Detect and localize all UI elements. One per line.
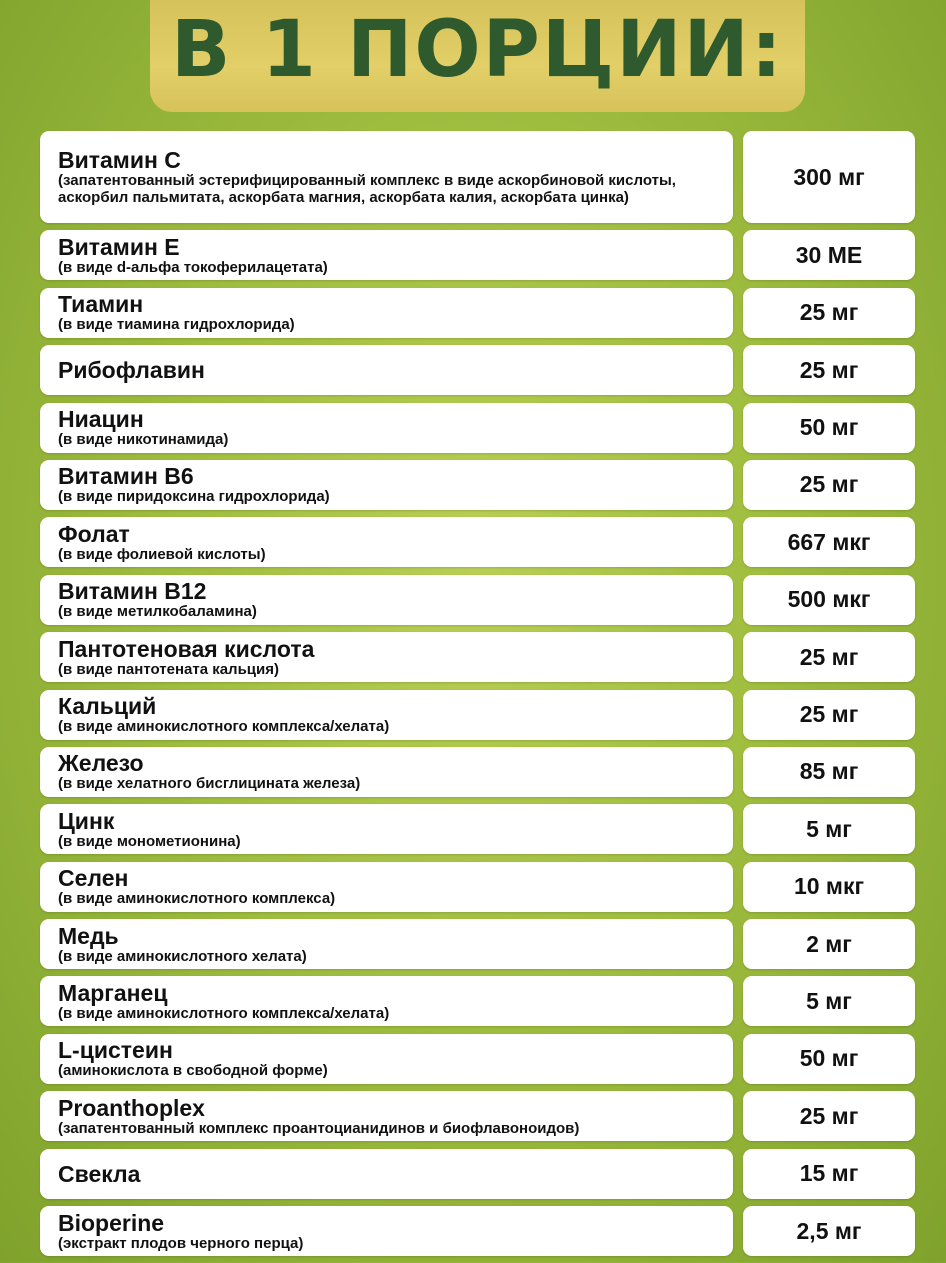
table-row (40, 1149, 915, 1199)
nutrient-name-cell (40, 517, 733, 567)
nutrient-amount: 25 мг (743, 288, 915, 338)
nutrient-name-cell (40, 976, 733, 1026)
nutrient-name-cell (40, 862, 733, 912)
nutrient-description: (запатентованный комплекс проантоцианидинов и биофлавоноидов) (58, 1119, 580, 1137)
nutrient-name-cell (40, 690, 733, 740)
header-banner (150, 0, 805, 112)
nutrient-description: (в виде тиамина гидрохлорида) (58, 316, 295, 334)
nutrient-name: Фолат (58, 520, 130, 547)
nutrient-name-cell (40, 632, 733, 682)
nutrient-amount: 2 мг (743, 919, 915, 969)
nutrient-name-cell (40, 1091, 733, 1141)
nutrient-amount: 30 МЕ (743, 230, 915, 280)
nutrient-description: (в виде монометионина) (58, 832, 241, 850)
nutrient-amount: 15 мг (743, 1149, 915, 1199)
nutrient-name-cell (40, 131, 733, 223)
nutrient-amount: 50 мг (743, 1034, 915, 1084)
nutrient-name: Марганец (58, 979, 168, 1006)
nutrient-name: Витамин В6 (58, 463, 194, 490)
nutrient-description: (в виде пиридоксина гидрохлорида) (58, 488, 330, 506)
nutrient-name-cell (40, 804, 733, 854)
nutrient-name: Медь (58, 922, 119, 949)
nutrient-name: Железо (58, 750, 144, 777)
nutrient-name-cell (40, 288, 733, 338)
table-row (40, 1206, 915, 1256)
nutrient-amount: 500 мкг (743, 575, 915, 625)
nutrient-description: (в виде аминокислотного комплекса/хелата) (58, 718, 390, 736)
table-row (40, 230, 915, 280)
nutrient-name-cell (40, 1149, 733, 1199)
nutrient-amount: 25 мг (743, 632, 915, 682)
table-row (40, 976, 915, 1026)
nutrient-name: Витамин В12 (58, 578, 207, 605)
nutrient-description: (экстракт плодов черного перца) (58, 1234, 304, 1252)
nutrient-description: (аминокислота в свободной форме) (58, 1062, 328, 1080)
nutrient-name: Proanthoplex (58, 1094, 205, 1121)
nutrient-name: Витамин С (58, 147, 181, 173)
nutrient-name-cell (40, 230, 733, 280)
nutrient-description: (в виде пантотената кальция) (58, 660, 279, 678)
nutrient-description: (в виде d-альфа токоферилацетата) (58, 258, 328, 276)
nutrient-name: Пантотеновая кислота (58, 635, 315, 662)
nutrient-name: Свекла (58, 1160, 141, 1187)
nutrient-amount: 2,5 мг (743, 1206, 915, 1256)
nutrient-description: (в виде аминокислотного хелата) (58, 947, 307, 965)
nutrient-name: L-цистеин (58, 1037, 173, 1064)
nutrient-amount: 667 мкг (743, 517, 915, 567)
nutrient-name: Ниацин (58, 406, 144, 433)
table-row (40, 632, 915, 682)
nutrient-description: (в виде фолиевой кислоты) (58, 545, 266, 563)
nutrient-amount: 25 мг (743, 345, 915, 395)
nutrient-amount: 5 мг (743, 976, 915, 1026)
table-row (40, 288, 915, 338)
nutrient-amount: 300 мг (743, 131, 915, 223)
nutrient-amount: 10 мкг (743, 862, 915, 912)
nutrient-name: Bioperine (58, 1209, 165, 1236)
nutrient-table (40, 131, 915, 1263)
table-row (40, 131, 915, 223)
nutrient-description: (в виде аминокислотного комплекса/хелата) (58, 1004, 390, 1022)
nutrient-amount: 85 мг (743, 747, 915, 797)
nutrient-name: Рибофлавин (58, 357, 205, 384)
nutrient-amount: 5 мг (743, 804, 915, 854)
nutrient-name: Кальций (58, 693, 157, 720)
table-row (40, 575, 915, 625)
nutrient-amount: 25 мг (743, 690, 915, 740)
nutrient-amount: 25 мг (743, 1091, 915, 1141)
table-row (40, 919, 915, 969)
nutrient-name-cell (40, 919, 733, 969)
nutrient-amount: 50 мг (743, 403, 915, 453)
nutrient-name: Селен (58, 865, 129, 892)
nutrient-description: (в виде хелатного бисглицината железа) (58, 775, 361, 793)
table-row (40, 690, 915, 740)
table-row (40, 1034, 915, 1084)
nutrient-name-cell (40, 1034, 733, 1084)
table-row (40, 804, 915, 854)
table-row (40, 345, 915, 395)
nutrient-description: (в виде метилкобаламина) (58, 603, 257, 621)
nutrient-name-cell (40, 747, 733, 797)
table-row (40, 403, 915, 453)
table-row (40, 1091, 915, 1141)
nutrient-name-cell (40, 460, 733, 510)
table-row (40, 747, 915, 797)
table-row (40, 517, 915, 567)
page-title: В 1 ПОРЦИИ: (171, 5, 784, 95)
nutrient-amount: 25 мг (743, 460, 915, 510)
table-row (40, 862, 915, 912)
nutrient-description: (в виде никотинамида) (58, 431, 229, 449)
nutrient-name: Тиамин (58, 291, 144, 318)
nutrient-description: (в виде аминокислотного комплекса) (58, 890, 336, 908)
nutrient-name-cell (40, 403, 733, 453)
table-row (40, 460, 915, 510)
nutrient-name: Витамин Е (58, 233, 180, 260)
nutrient-name-cell (40, 1206, 733, 1256)
nutrient-name-cell (40, 345, 733, 395)
nutrient-description: (запатентованный эстерифицированный комплекс в виде аскорбиновой кислоты, аскорбил пальмитата, аскорбата магния, аскорбата калия, аскорбата цинка) (58, 172, 676, 206)
nutrient-name-cell (40, 575, 733, 625)
nutrient-name: Цинк (58, 807, 115, 834)
